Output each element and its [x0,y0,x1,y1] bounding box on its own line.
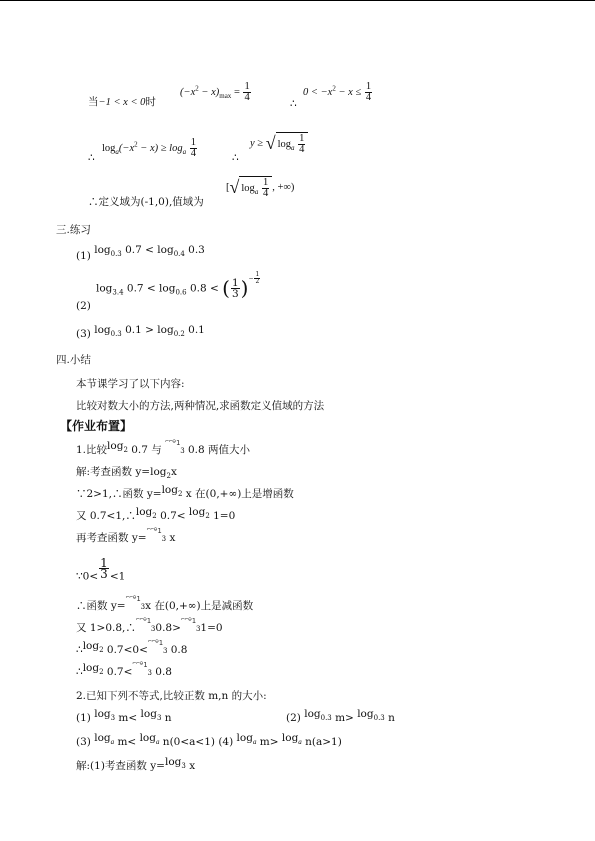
paren-open: ( [222,276,230,300]
a2-pre: ∵2>1,∴函数 y= [76,488,162,500]
sqrt-symbol: √ $\log_a$ $\frac{1}{4}$ [266,132,309,155]
section-heading-practice: 三.练习 [56,224,91,236]
item-label: (1) [76,250,91,262]
y-sqrt-inequality [250,132,308,155]
var-n-4: n(a>1) [301,736,342,748]
glitch-sub: 1 [136,595,141,604]
a8-post: 0.8 [167,644,188,656]
log-base: a [291,144,295,152]
var-x: x [170,466,177,478]
a9-mid: 0.7< [103,666,133,678]
practice-item-1 [76,244,205,263]
frac-num: 1 [299,133,305,144]
glitch-sub: 1 [191,617,196,626]
item-label: (3) [76,736,91,748]
q1-text-a: 1.比较 [76,444,108,456]
glitch-sub: 1 [158,639,163,648]
quarter-fraction [243,82,250,103]
answer-line-5 [76,556,126,587]
glitch-den: 3 [147,669,152,677]
item-label: (2) [286,712,301,724]
log-word-2: log [357,708,374,720]
log-base: 0.3 [110,250,122,259]
log-arg-tail: − x) ≥ log [137,142,183,154]
homework-question-2: 2.已知下列不等式,比较正数 m,n 的大小: [76,690,267,702]
log-word: log [164,756,182,768]
log-word-2: log [140,708,157,720]
log-word: log [82,662,100,674]
a6-post: x 在(0,+∞)上是减函数 [145,600,254,612]
log-base: 2 [177,490,183,499]
garbled-log-glyph [132,660,148,670]
practice-item-3 [76,324,205,341]
glitch-text: ⌐⌐⊖ [180,616,192,623]
glitch-text: ⌐⌐⊖ [147,638,159,645]
answer-line-8 [76,638,188,658]
a8-pre: ∴ [76,644,83,656]
log-base-b: 0.6 [175,288,187,297]
item-label-4: (4) [218,736,234,748]
therefore-symbol-2: ∴ [88,152,95,164]
answer-line-4 [76,526,176,546]
a5-pre: ∵0< [76,570,99,583]
garbled-log-glyph [147,638,163,648]
y-ge: y ≥ [250,137,264,149]
one-third-fraction [231,278,240,299]
practice-item-2 [96,270,261,300]
log-base-b: 0.4 [173,250,185,259]
log-word: log [135,506,153,518]
value-a: 0.1 > log [121,324,174,336]
ineq-head: 0 < −x [303,86,333,98]
q2-item-1 [76,708,172,725]
log-word: log [94,732,111,744]
m-compare: m< [114,736,140,748]
answer-line-9 [76,660,172,680]
log-word: log [277,138,291,150]
sqrt-symbol-2: √ $\log_a$ $\frac{1}{4}$ [230,176,273,199]
answer-line-2 [76,484,294,501]
log-word: log [161,484,178,496]
a7-mid: 0.8> [155,622,181,634]
glitch-text: ⌐⌐⊖ [146,526,158,533]
glitch-den: 3 [161,535,167,543]
log-base: 2 [99,668,104,677]
glitch-sub: 1 [175,439,181,448]
a1-text: 解:考查函数 y=log [76,466,167,478]
glitch-den-2: 3 [195,625,201,633]
log-word-2: log [139,732,156,744]
log-base-b: 0.2 [173,330,185,339]
glitch-den: 3 [150,625,156,633]
exp-fraction [254,272,260,285]
a10-post: x [185,760,196,772]
interval-tail: , +∞) [272,181,295,193]
bound-inequality: $0 < -x^2 - x$ ≤ $\frac{1}{4}$ [303,81,372,103]
answer-line-7 [76,616,223,636]
exponent [248,270,261,285]
value-b: 0.8 < [186,282,219,295]
practice-item-2-label: (2) [76,300,91,312]
text-dang: 当 [88,96,99,108]
log-word: log [94,324,111,336]
therefore-symbol-3: ∴ [232,152,239,164]
frac-den: 4 [299,144,305,155]
glitch-text: ⌐⌐⊖ [125,594,137,601]
log-base: a [254,188,259,196]
max-expression: $(-x^2 - x)_{max}$ = $\frac{1}{4}$ [180,81,250,103]
log-base: 0.3 [110,330,122,339]
summary-line-1: 本节课学习了以下内容: [76,378,185,390]
log-word: log [94,244,111,256]
value-a: 0.7 < log [121,244,174,256]
condition-line [88,96,156,109]
range-expr: −1 < x < 0 [98,97,146,108]
log-base: 2 [99,646,104,655]
garbled-log-glyph [165,438,181,448]
a5-post: <1 [109,570,126,583]
section-heading-summary: 四.小结 [56,354,91,366]
equals-sign: = [233,86,240,98]
q2-items-3-4 [76,732,342,749]
section-heading-homework: 【作业布置】 [60,419,133,433]
max-expr-head: (−x [180,86,196,98]
frac-den: 4 [365,92,372,103]
log-base-2: 2 [205,512,210,521]
garbled-log-glyph [125,594,141,604]
a4-pre: 再考查函数 y= [76,532,147,544]
log-inequality: $\log_a(-x^2 - x) \ge \log_a$ $\frac{1}{4}$ [102,137,196,159]
log-base-2: 0.3 [373,714,385,723]
log-word: log [304,708,321,720]
max-expr-tail: − x) [198,86,220,98]
frac-num: 1 [100,556,108,570]
quarter-fraction-5 [262,178,269,199]
log-word-2: log [188,506,206,518]
log-base: a [110,738,115,747]
frac-num: 1 [255,270,260,278]
log-word: log [96,282,113,295]
log-base: 3.4 [112,288,124,297]
frac-num: 1 [244,81,250,92]
conclusion-text: ∴定义域为(-1,0),值域为 [88,196,204,208]
var-n: n(0<a<1) [159,736,215,748]
glitch-text: ⌐⌐⊖ [132,660,144,667]
answer-line-10 [76,756,196,773]
glitch-sub: 1 [143,661,148,670]
answer-line-1 [76,466,177,479]
glitch-den: 3 [180,447,185,455]
bracket-open: [ [226,181,230,193]
var-n: n [161,712,172,724]
log-word-4: log [281,732,299,744]
garbled-log-glyph [135,616,151,626]
item-label: (1) [76,712,91,724]
a3-pre: 又 0.7<1,∴ [76,510,136,522]
log-arg-head: (−x [118,142,135,154]
range-interval [226,176,294,199]
glitch-text: ⌐⌐⊖ [165,438,176,445]
a9-post: 0.8 [151,666,172,678]
frac-num: 1 [231,277,239,289]
log-base: 2 [166,472,171,481]
frac-den: 2 [255,277,260,285]
m-compare: m< [115,712,141,724]
garbled-log-glyph-2 [180,616,196,626]
a6-pre: ∴函数 y= [76,600,126,612]
log-base-3: a [252,738,257,747]
summary-line-2: 比较对数大小的方法,两种情况,求函数定义值域的方法 [76,400,325,412]
log-word-3: log [236,732,253,744]
glitch-den: 3 [162,647,168,655]
one-third-fraction [99,558,109,579]
a7-pre: 又 1>0.8,∴ [76,622,136,634]
q1-text-b: 0.7 与 [127,444,166,456]
a3-post: 1=0 [209,510,236,522]
answer-line-6 [76,594,254,614]
log-word: log [94,708,111,720]
log-base-2: a [155,738,160,747]
m-compare: m> [331,712,358,724]
therefore-symbol: ∴ [290,98,297,110]
text-shi: 时 [145,96,156,108]
log-base: 3 [110,714,116,723]
value-b: 0.1 [184,324,205,336]
log-base-4: a [298,738,302,747]
a10-pre: 解:(1)考查函数 y= [76,760,165,772]
log-base-2: a [182,148,187,156]
frac-den: 3 [100,567,108,581]
log-base: a [115,148,119,156]
glitch-text: ⌐⌐⊖ [135,616,147,623]
a4-post: x [166,532,176,544]
frac-den: 4 [244,92,250,103]
frac-den: 3 [231,288,239,300]
answer-line-3 [76,506,236,523]
value-b: 0.3 [184,244,205,256]
glitch-sub: 1 [146,617,151,626]
garbled-log-glyph [146,526,162,536]
log-base: 0.3 [320,714,332,723]
homework-question-1 [76,438,251,458]
log-word: log [102,142,116,154]
a7-post: 1=0 [200,622,223,634]
frac-den: 4 [190,148,196,159]
domain-range-conclusion [88,196,204,209]
frac-num: 1 [262,177,269,188]
ineq-tail: − x ≤ [335,86,362,98]
exp-minus: − [248,274,254,282]
log-word: log [107,440,124,452]
page-top-rule [0,0,595,1]
frac-num: 1 [365,81,372,92]
a3-mid: 0.7< [156,510,189,522]
a2-post: x 在(0,+∞)上是增函数 [182,488,294,500]
q2-item-2 [286,708,395,725]
log-base: 3 [181,762,186,771]
a9-pre: ∴ [76,666,83,678]
quarter-fraction-2 [365,82,372,103]
m-compare-4: m> [256,736,282,748]
log-base: 2 [123,446,128,455]
glitch-den: 3 [140,603,146,611]
paren-close: ) [240,276,249,300]
quarter-fraction-4 [298,134,305,155]
log-word: log [82,640,100,652]
max-subscript: max [219,92,232,100]
value-a: 0.7 < log [123,282,176,295]
log-word: log [241,182,255,194]
log-base: 2 [152,512,157,521]
glitch-sub: 1 [157,527,162,536]
item-label: (3) [76,328,91,340]
frac-num: 1 [190,137,196,148]
q1-text-c: 0.8 两值大小 [184,444,251,456]
frac-den: 4 [262,188,269,199]
quarter-fraction-3 [190,138,197,159]
a8-mid: 0.7<0< [103,644,148,656]
var-n: n [384,712,395,724]
log-base-2: 3 [156,714,162,723]
